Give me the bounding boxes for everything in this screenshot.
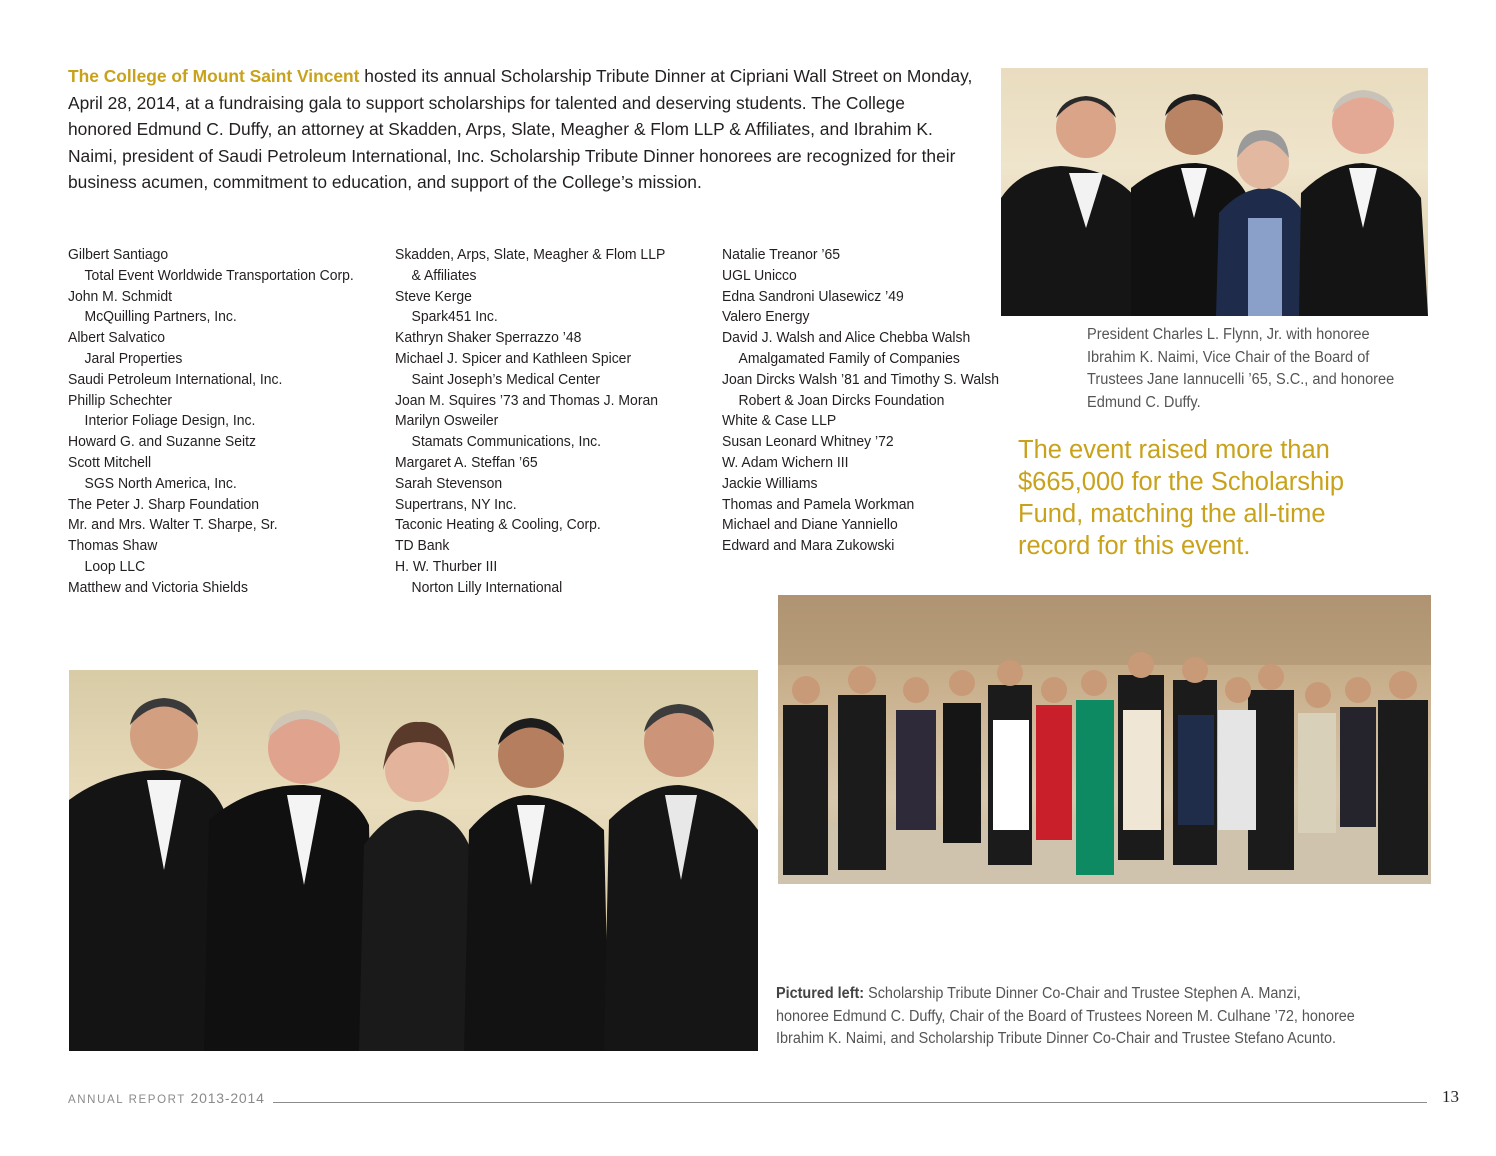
- donor-affiliation: Jaral Properties: [84, 349, 183, 367]
- pull-quote-line: $665,000 for the Scholarship: [1018, 468, 1345, 496]
- cochairs-photo-illustration: [69, 670, 758, 1051]
- donor-name: Jackie Williams: [722, 474, 818, 492]
- pull-quote-line: The event raised more than: [1018, 436, 1330, 464]
- donor-name: White & Case LLP: [722, 412, 837, 430]
- pull-quote: [1018, 434, 1418, 562]
- donor-affiliation: Total Event Worldwide Transportation Corp.: [84, 266, 354, 284]
- caption-line: Ibrahim K. Naimi, and Scholarship Tribute Dinner Co-Chair and Trustee Stefano Acunto.: [776, 1030, 1337, 1048]
- donor-name: Taconic Heating & Cooling, Corp.: [395, 516, 601, 534]
- donor-name: H. W. Thurber III: [395, 557, 498, 575]
- intro-text: hosted its annual Scholarship Tribute Dinner at Cipriani Wall Street on Monday, April 28, 2014, at a fundraising gala to support scholarships for talented and deserving students. The College honored Edmund C. Duffy, an attorney at Skadden, Arps, Slate, Meagher & Flom LLP & Affiliates, and Ibrahim K. Naimi, president of Saudi Petroleum International, Inc. Scholarship Tribute Dinner honorees are recognized for their business acumen, commitment to education, and support of the College’s mission.: [68, 66, 973, 192]
- donor-affiliation: Saint Joseph’s Medical Center: [411, 370, 601, 388]
- donor-name: Kathryn Shaker Sperrazzo ’48: [395, 329, 582, 347]
- donor-affiliation: Amalgamated Family of Companies: [738, 349, 960, 367]
- donor-name: Edward and Mara Zukowski: [722, 537, 895, 555]
- donor-name: Gilbert Santiago: [68, 246, 169, 263]
- donor-name: Edna Sandroni Ulasewicz ’49: [722, 287, 904, 305]
- donor-affiliation: Norton Lilly International: [411, 578, 563, 596]
- donor-name: Valero Energy: [722, 308, 810, 326]
- donor-name: Joan M. Squires ’73 and Thomas J. Moran: [395, 391, 659, 409]
- donor-name: Albert Salvatico: [68, 329, 166, 347]
- page-number: 13: [1442, 1087, 1459, 1106]
- donor-name: Supertrans, NY Inc.: [395, 495, 517, 513]
- donor-name: Margaret A. Steffan ’65: [395, 453, 538, 471]
- donor-name: Sarah Stevenson: [395, 474, 503, 492]
- intro-paragraph: [68, 63, 973, 196]
- cochairs-photo: [69, 670, 758, 1051]
- cochairs-photo-caption: [776, 983, 1427, 1051]
- footer-rule: [273, 1102, 1427, 1103]
- students-group-photo: [778, 595, 1431, 884]
- donor-name: Matthew and Victoria Shields: [68, 578, 248, 596]
- donor-name: Saudi Petroleum International, Inc.: [68, 370, 283, 388]
- honorees-photo-caption: President Charles L. Flynn, Jr. with honoree Ibrahim K. Naimi, Vice Chair of the Board of Trustees Jane Iannucelli ’65, S.C., and honoree Edmund C. Duffy.: [1087, 326, 1395, 411]
- donor-name: Scott Mitchell: [68, 453, 152, 471]
- footer-label: [68, 1090, 265, 1106]
- donor-name: Susan Leonard Whitney ’72: [722, 433, 894, 451]
- footer-report-label: ANNUAL REPORT: [68, 1094, 186, 1106]
- donor-name: John M. Schmidt: [68, 287, 173, 305]
- caption-line: honoree Edmund C. Duffy, Chair of the Board of Trustees Noreen M. Culhane ’72, honoree: [776, 1007, 1355, 1025]
- donor-column-1: [68, 245, 372, 599]
- donor-name: Thomas Shaw: [68, 537, 158, 555]
- donor-affiliation: & Affiliates: [411, 266, 477, 284]
- donor-affiliation: Interior Foliage Design, Inc.: [84, 412, 256, 430]
- donor-name: David J. Walsh and Alice Chebba Walsh: [722, 329, 971, 347]
- donor-name: W. Adam Wichern III: [722, 453, 849, 471]
- honorees-photo: [1001, 68, 1428, 316]
- donor-name: Steve Kerge: [395, 287, 472, 305]
- donor-affiliation: McQuilling Partners, Inc.: [84, 308, 237, 326]
- caption-lead: Pictured left:: [776, 985, 865, 1002]
- donor-name: UGL Unicco: [722, 266, 797, 284]
- donor-name: Thomas and Pamela Workman: [722, 495, 915, 513]
- donor-affiliation: Spark451 Inc.: [411, 308, 498, 326]
- donor-name: Joan Dircks Walsh ’81 and Timothy S. Walsh: [722, 370, 999, 388]
- donor-name: The Peter J. Sharp Foundation: [68, 495, 260, 513]
- honorees-photo-illustration: [1001, 68, 1428, 316]
- donor-affiliation: Loop LLC: [84, 557, 146, 575]
- donor-name: Howard G. and Suzanne Seitz: [68, 433, 256, 451]
- donor-name: TD Bank: [395, 537, 450, 555]
- pull-quote-line: Fund, matching the all-time: [1018, 500, 1326, 528]
- donor-name: Michael J. Spicer and Kathleen Spicer: [395, 349, 632, 367]
- pull-quote-line: record for this event.: [1018, 532, 1251, 560]
- footer-year: 2013-2014: [190, 1090, 265, 1106]
- donor-affiliation: SGS North America, Inc.: [84, 474, 237, 492]
- students-group-photo-illustration: [778, 595, 1431, 884]
- caption-line: Scholarship Tribute Dinner Co-Chair and Trustee Stephen A. Manzi,: [864, 985, 1301, 1002]
- donor-affiliation: Stamats Communications, Inc.: [411, 433, 602, 451]
- donor-name: Phillip Schechter: [68, 391, 173, 409]
- donor-name: Skadden, Arps, Slate, Meagher & Flom LLP: [395, 246, 666, 263]
- donor-name: Marilyn Osweiler: [395, 412, 499, 430]
- donor-column-3: [722, 245, 1026, 557]
- college-name: The College of Mount Saint Vincent: [68, 66, 360, 86]
- donor-name: Michael and Diane Yanniello: [722, 516, 898, 534]
- donor-column-2: [395, 245, 699, 599]
- donor-name: Mr. and Mrs. Walter T. Sharpe, Sr.: [68, 516, 278, 534]
- donor-affiliation: Robert & Joan Dircks Foundation: [738, 391, 945, 409]
- donor-name: Natalie Treanor ’65: [722, 246, 841, 263]
